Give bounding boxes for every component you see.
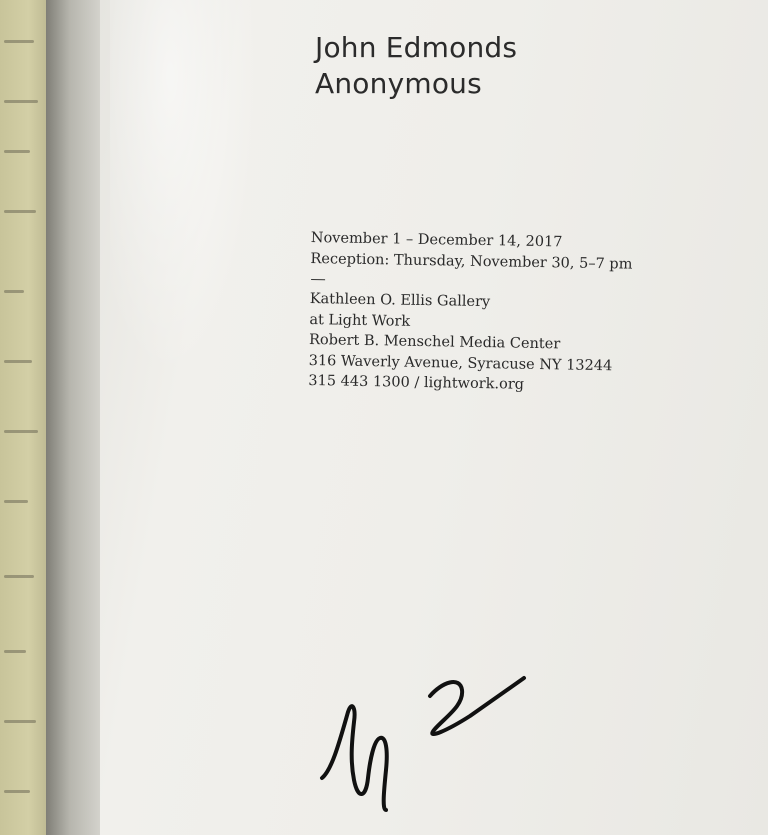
text-fragment xyxy=(4,430,38,433)
signature-stroke xyxy=(430,678,524,734)
text-fragment xyxy=(4,40,34,43)
text-fragment xyxy=(4,210,36,213)
artist-name: John Edmonds xyxy=(315,31,518,64)
gallery-name: Kathleen O. Ellis Gallery xyxy=(309,290,491,311)
handwritten-signature xyxy=(310,660,540,820)
exhibition-info xyxy=(308,228,633,397)
signature-stroke xyxy=(322,706,387,810)
text-fragment xyxy=(4,150,30,153)
text-fragment xyxy=(4,650,26,653)
divider-dash xyxy=(311,279,325,280)
adjacent-page-edge xyxy=(0,0,52,835)
reception-info: Reception: Thursday, November 30, 5–7 pm xyxy=(310,250,633,273)
text-fragment xyxy=(4,100,38,103)
text-fragment xyxy=(4,500,28,503)
book-gutter-shadow xyxy=(46,0,106,835)
text-fragment xyxy=(4,290,24,293)
text-fragment xyxy=(4,720,36,723)
text-fragment xyxy=(4,575,34,578)
light-glare xyxy=(110,0,260,380)
book-title-block xyxy=(315,30,517,102)
venue-name: at Light Work xyxy=(309,311,411,330)
media-center-name: Robert B. Menschel Media Center xyxy=(308,331,561,353)
contact-info: 315 443 1300 / lightwork.org xyxy=(308,372,525,393)
address: 316 Waverly Avenue, Syracuse NY 13244 xyxy=(308,352,613,374)
exhibition-title: Anonymous xyxy=(315,67,482,100)
exhibition-dates: November 1 – December 14, 2017 xyxy=(310,229,563,251)
text-fragment xyxy=(4,360,32,363)
text-fragment xyxy=(4,790,30,793)
